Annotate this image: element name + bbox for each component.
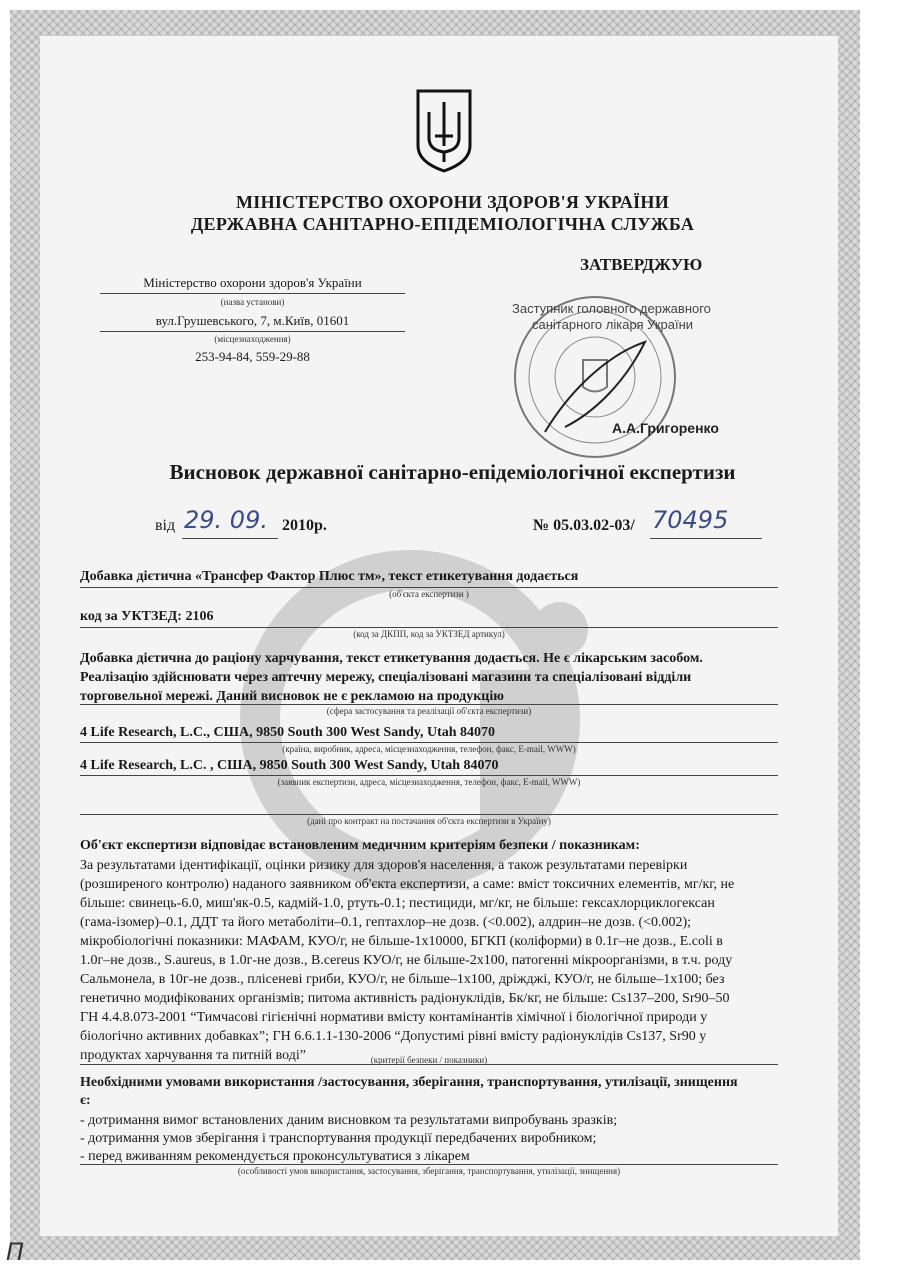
institution-name: Міністерство охорони здоров'я України	[143, 275, 362, 290]
conditions-caption: (особливості умов використання, застосування, зберігання, транспортування, утилізації, знищення)	[237, 1166, 621, 1176]
doc-number: № 05.03.02-03/	[533, 517, 635, 534]
criteria-line: 1.0г–не дозв., S.aureus, в 1.0г-не дозв., B.cereus КУО/г, не більше-2х100, патогенні мікроорганізми, в т.ч. роду	[80, 953, 733, 968]
divider	[182, 538, 278, 539]
conditions-heading: Необхідними умовами використання /застосування, зберігання, транспортування, утилізації, знищення	[80, 1075, 738, 1090]
margin-mark: П	[6, 1238, 25, 1266]
applicant-caption: (заявник експертизи, адреса, місцезнаходження, телефон, факс, E-mail, WWW)	[277, 777, 581, 787]
approval-position-line2: санітарного лікаря України	[532, 317, 694, 332]
contract-caption: (дані про контракт на постачання об'єкта експертизи в Україну)	[307, 816, 551, 826]
criteria-line: біологічно активних добавках”; ГН 6.6.1.1-130-2006 “Допустимі рівні вмісту радіонуклідів Cs137, Sr90 у	[80, 1029, 707, 1044]
divider	[100, 293, 405, 294]
approval-position-line1: Заступник головного державного	[512, 301, 711, 316]
date-handwritten: 29. 09.	[184, 506, 268, 534]
criteria-line: продуктах харчування та питній воді”	[80, 1048, 306, 1063]
doc-number-handwritten: 70495	[652, 506, 729, 534]
document-title: Висновок державної санітарно-епідеміологічної експертизи	[169, 460, 736, 484]
divider	[650, 538, 762, 539]
criteria-line: (гама-ізомер)–0.1, ДДТ та його метаболіти–0.1, гептахлор–не дозв. (<0.002), алдрин–не дозв. (<0.002);	[80, 915, 692, 930]
date-year: 2010р.	[282, 517, 327, 534]
date-prefix: від	[155, 517, 176, 534]
criteria-caption: (критерії безпеки / показники)	[370, 1055, 488, 1065]
manufacturer-caption: (країна, виробник, адреса, місцезнаходження, телефон, факс, E-mail, WWW)	[282, 744, 576, 754]
institution-name-caption: (назва установи)	[220, 297, 285, 307]
institution-phone: 253-94-84, 559-29-88	[195, 349, 310, 364]
ministry-heading: МІНІСТЕРСТВО ОХОРОНИ ЗДОРОВ'Я УКРАЇНИ	[235, 192, 670, 212]
divider	[80, 1164, 778, 1165]
institution-address-caption: (місцезнаходження)	[214, 334, 291, 344]
service-heading: ДЕРЖАВНА САНІТАРНО-ЕПІДЕМІОЛОГІЧНА СЛУЖБА	[190, 214, 695, 234]
criteria-line: За результатами ідентифікації, оцінки ризику для здоров'я населення, а також результатами перевірки	[80, 858, 688, 873]
scope-line: торговельної мережі. Даний висновок не є рекламою на продукцію	[80, 689, 504, 704]
scope-caption: (сфера застосування та реалізації об'єкта експертизи)	[326, 706, 532, 716]
conditions-heading-end: є:	[80, 1093, 91, 1108]
criteria-line: Сальмонела, в 10г-не дозв., плісеневі гриби, КУО/г, не більше–1х100, дріжджі, КУО/г, не більше–1х100; без	[80, 972, 725, 987]
coat-of-arms-icon	[415, 88, 473, 174]
expertise-object-caption: (об'єкта експертизи )	[389, 589, 469, 599]
divider	[100, 331, 405, 332]
divider	[80, 587, 778, 588]
condition-item: - дотримання умов зберігання і транспортування продукції передбачених виробником;	[80, 1131, 597, 1146]
divider	[80, 742, 778, 743]
condition-item: - дотримання вимог встановлених даним висновком та результатами випробувань зразків;	[80, 1113, 618, 1128]
manufacturer: 4 Life Research, L.C., США, 9850 South 300 West Sandy, Utah 84070	[80, 725, 496, 740]
institution-address: вул.Грушевського, 7, м.Київ, 01601	[155, 313, 350, 328]
criteria-line: (розширеного контролю) наданого заявником об'єкта експертизи, а саме: вміст токсичних елементів, мг/кг, не	[80, 877, 735, 892]
condition-item: - перед вживанням рекомендується проконсультуватися з лікарем	[80, 1149, 470, 1164]
criteria-line: ГН 4.4.8.073-2001 “Тимчасові гігієнічні нормативи вмісту контамінантів хімічної і біологічної природи у	[80, 1010, 708, 1025]
criteria-line: мікробіологічні показники: МАФАМ, КУО/г, не більше-1х10000, БГКП (коліформи) в 0.1г–не дозв., E.coli в	[80, 934, 723, 949]
approval-signer: А.А.Григоренко	[612, 420, 719, 436]
applicant: 4 Life Research, L.C. , США, 9850 South 300 West Sandy, Utah 84070	[80, 758, 499, 773]
criteria-line: генетично модифікованих організмів; питома активність радіонуклідів, Бк/кг, не більше: Cs137–200, Sr90–50	[80, 991, 730, 1006]
expertise-object: Добавка дієтична «Трансфер Фактор Плюс тм», текст етикетування додається	[80, 569, 579, 584]
product-code: код за УКТЗЕД: 2106	[80, 609, 214, 624]
criteria-heading: Об'єкт експертизи відповідає встановленим медичним критеріям безпеки / показникам:	[80, 838, 640, 853]
approval-title: ЗАТВЕРДЖУЮ	[580, 255, 703, 274]
divider	[80, 775, 778, 776]
divider	[80, 627, 778, 628]
divider	[80, 704, 778, 705]
scope-line: Реалізацію здійснювати через аптечну мережу, спеціалізовані магазини та спеціалізовані відділи	[80, 670, 692, 685]
scope-line: Добавка дієтична до раціону харчування, текст етикетування додається. Не є лікарським засобом.	[80, 651, 703, 666]
product-code-caption: (код за ДКПП, код за УКТЗЕД артикул)	[353, 629, 505, 639]
criteria-line: більше: свинець-6.0, миш'як-0.5, кадмій-1.0, ртуть-0.1; пестициди, мг/кг, не більше: гексахлорциклогексан	[80, 896, 715, 911]
divider	[80, 814, 778, 815]
